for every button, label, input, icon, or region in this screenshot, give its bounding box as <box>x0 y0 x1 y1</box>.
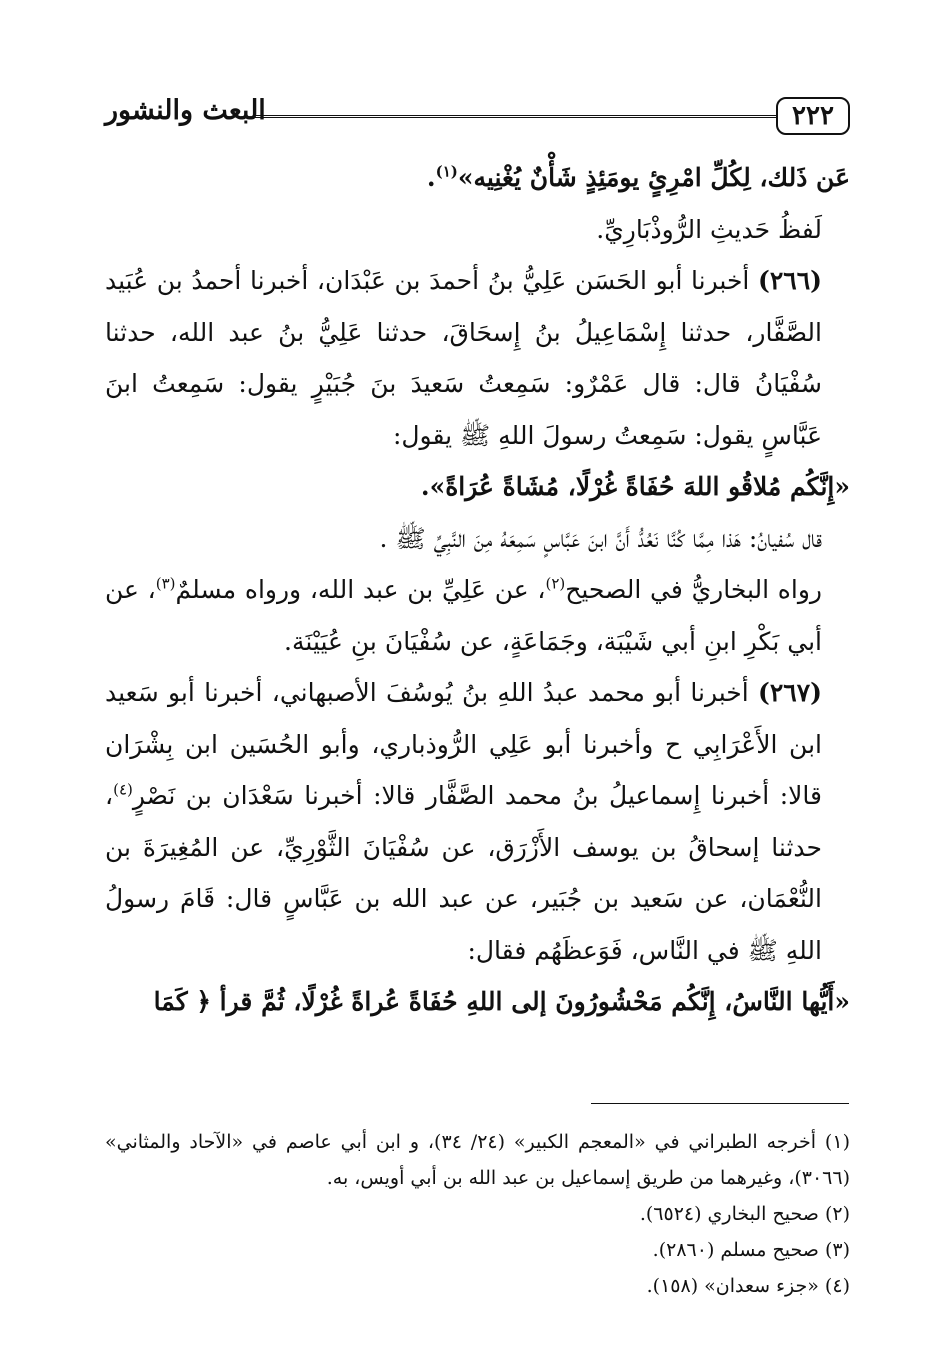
hadith-isnad-b: ، حدثنا إسحاقُ بن يوسف الأَزْرَق، عن سُفْيَانَ الثَّوْرِيِّ، عن المُغِيرَةَ بن النُّعْمَان، عن سَعيد بن جُبَير، عن عبد الله بن عَبَّاسٍ قال: قَامَ رسولُ اللهِ ﷺ في النَّاس، فَوَعظَهُم فقال: <box>105 781 822 965</box>
takhrij-part-c: ، عن أبي بَكْرِ ابنِ أبي شَيْبَة، وجَمَاعَةٍ، عن سُفْيَانَ بنِ عُيَيْنَة. <box>105 575 822 656</box>
quran-tail-text: عَن ذَلك، لِكُلِّ امْرِئٍ يومَئِذٍ شَأْنٌ يُغْنِيه» <box>457 163 850 192</box>
footnote-4: (٤) «جزء سعدان» (١٥٨). <box>646 1275 850 1297</box>
hadith-number: (٢٦٦) <box>758 266 822 295</box>
hadith-266-matn: «إِنَّكُم مُلاقُو اللهَ حُفَاةً غُرْلًا، مُشَاةً عُرَاةً». <box>420 472 850 501</box>
hadith-267 <box>105 667 850 976</box>
footnote-3: (٣) صحيح مسلم (٢٨٦٠). <box>652 1239 850 1261</box>
running-title: البعث والنشور <box>105 95 266 126</box>
takhrij <box>105 564 850 667</box>
hadith-266 <box>105 255 850 461</box>
lafz-note: لَفظُ حَديثِ الرُّوذْبَارِيِّ. <box>596 214 822 244</box>
header-rule <box>255 115 776 118</box>
footnote-separator <box>591 1103 849 1104</box>
quran-continuation: عَن ذَلك، لِكُلِّ امْرِئٍ يومَئِذٍ شَأْنٌ يُغْنِيه»$^{(١)}$. <box>426 162 850 192</box>
footnote-ref-1[interactable]: (١) <box>435 162 458 181</box>
page-number: ٢٢٢ <box>776 97 850 135</box>
takhrij-part-b: ، عن عَلِيِّ بن عبد الله، ورواه مسلمٌ <box>175 575 546 604</box>
sufyan-comment: قال سُفيانُ: هَذا مِمَّا كُنَّا نَعُدُّ أَنَّ ابنَ عَبَّاسٍ سَمِعَهُ مِنَ النَّبِيِّ ﷺ . <box>379 523 822 553</box>
page-header <box>105 95 850 151</box>
main-text <box>105 152 850 1028</box>
hadith-267-matn: «أَيُّها النَّاسُ، إِنَّكُم مَحْشُورُونَ إلى اللهِ حُفَاةً عُراةً غُرْلًا، ثُمَّ قرأ ﴿ كَمَا <box>153 987 850 1016</box>
footnote-1: (١) أخرجه الطبراني في «المعجم الكبير» (٢٤/ ٣٤)، و ابن أبي عاصم في «الآحاد والمثاني» (٣٠٦٦)، وغيرهما من طريق إسماعيل بن عبد الله بن أبي أويس، به. <box>105 1131 850 1189</box>
footnote-2: (٢) صحيح البخاري (٦٥٢٤). <box>639 1203 850 1225</box>
footnote-ref-4[interactable]: (٤) <box>113 780 133 799</box>
footnotes <box>105 1124 850 1304</box>
footnote-ref-2[interactable]: (٢) <box>545 574 566 593</box>
footnote-ref-3[interactable]: (٣) <box>155 574 176 593</box>
hadith-isnad-a: أخبرنا أبو محمد عبدُ اللهِ بنُ يُوسُفَ الأصبهاني، أخبرنا أبو سَعيد ابن الأَعْرَابِي ح وأخبرنا أبو عَلِي الرُّوذباري، وأبو الحُسَين ابن بِشْرَان قالا: أخبرنا إِسماعيلُ بنُ محمد الصَّفَّار قالا: أخبرنا سَعْدَان بن نَصْرٍ <box>105 678 822 810</box>
takhrij-part-a: رواه البخاريُّ في الصحيح <box>565 575 822 604</box>
hadith-number: (٢٦٧) <box>758 678 822 707</box>
hadith-isnad: أخبرنا أبو الحَسَن عَلِيُّ بنُ أحمدَ بن عَبْدَان، أخبرنا أحمدُ بن عُبَيد الصَّفَّار، حدثنا إِسْمَاعِيلُ بنُ إِسحَاقَ، حدثنا عَلِيُّ بنُ عبد الله، حدثنا سُفْيَانُ قال: قال عَمْرٌو: سَمِعتُ سَعيدَ بنَ جُبَيْرٍ يقول: سَمِعتُ ابنَ عَبَّاسٍ يقول: سَمِعتُ رسولَ اللهِ ﷺ يقول: <box>105 266 822 450</box>
